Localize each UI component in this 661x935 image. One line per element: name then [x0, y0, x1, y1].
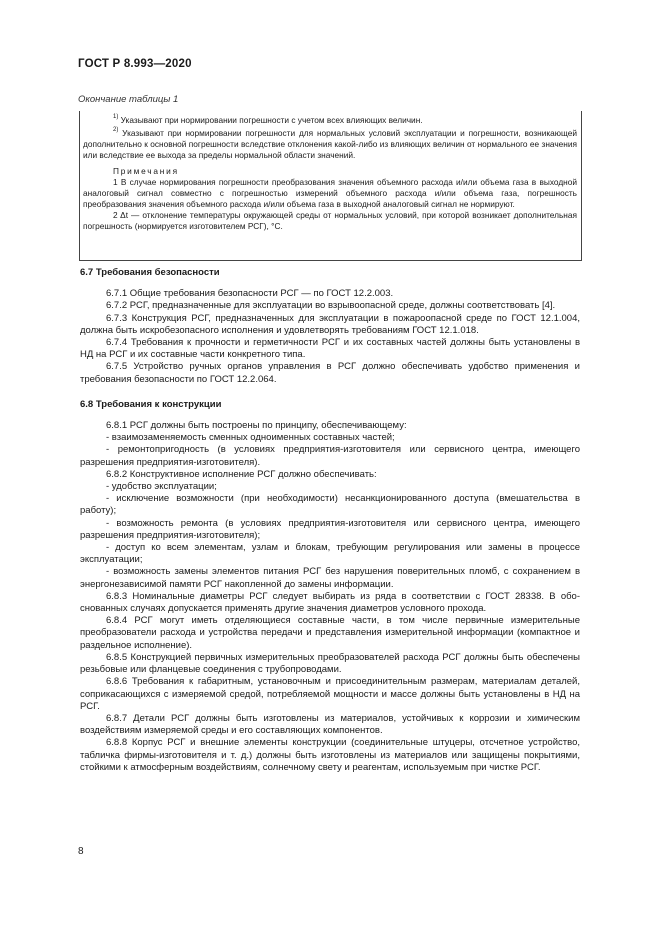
footnote-marker: 2) — [113, 126, 119, 133]
list-item: - возможность ремонта (в условиях предприятия-изготовителя или сервисного центра, имеющего разрешения предприятия-изготовителя); — [80, 517, 580, 541]
footnote-text: Указывают при нормировании погрешности для нормальных условий эксплуатации и погрешности, возникающей дополнительно к основной погрешности вследствие отклонения какой-либо из влияющих величин от нормального ее значения или вследствие ее выхода за пределы нормальной области значений. — [83, 127, 577, 160]
footnote-2 — [83, 126, 577, 161]
paragraph: 6.7.4 Требования к прочности и герметичности РСГ и их составных частей должны быть установлены в НД на РСГ и их составные части конкретного типа. — [80, 337, 580, 361]
paragraph: 6.8.8 Корпус РСГ и внешние элементы конструкции (соединительные штуцеры, отсчетное устройство, табличка фирмы-изготовителя и т. д.) должны быть изготовлены из материалов или защищены покрытиями, стойкими к атмосферным воздействиям, солнечному свету и реагентам, используемым при чистке РСГ. — [80, 737, 580, 773]
list-item: - взаимозаменяемость сменных одноименных составных частей; — [106, 432, 395, 444]
section-title-6-8: 6.8 Требования к конструкции — [80, 398, 222, 410]
paragraph: 6.8.4 РСГ могут иметь отделяющиеся составные части, в том числе первичные измерительные преобразователи расхода и устройства передачи и представления измерительной информации (компактное и раздельное исполнение). — [80, 615, 580, 651]
paragraph: 6.8.5 Конструкцией первичных измерительных преобразователей расхода РСГ должны быть обеспечены резьбовые или фланцевые соединения с трубопроводами. — [80, 651, 580, 676]
list-item: - исключение возможности (при необходимости) несанкционированного доступа (вмешательства в работу); — [80, 493, 580, 517]
list-item: - возможность замены элементов питания РСГ без нарушения поверительных пломб, с сохранением в энергонезависимой памяти РСГ накопленной до замены информации. — [80, 566, 580, 590]
page-number: 8 — [78, 846, 84, 857]
paragraph: 6.8.7 Детали РСГ должны быть изготовлены из материалов, устойчивых к коррозии и химическим воздействиям измеряемой среды и его составляющих компонентов. — [80, 712, 580, 737]
footnote-marker: 1) — [113, 114, 119, 120]
main-content — [80, 267, 580, 774]
paragraph: 6.7.5 Устройство ручных органов управления в РСГ должно обеспечивать удобство применения и требования безопасности по ГОСТ 12.2.064. — [80, 361, 580, 385]
notes-title: Примечания — [113, 165, 179, 176]
table-notes-box — [79, 111, 582, 261]
list-item: - ремонтопригодность (в условиях предприятия-изготовителя или сервисного центра, имеющего разрешения предприятия-изготовителя). — [80, 444, 580, 468]
footnote-1 — [83, 113, 577, 126]
paragraph: 6.7.3 Конструкция РСГ, предназначенных для эксплуатации в пожароопасной среде по ГОСТ 12.1.004, должна быть искробезопасного исполнения и удовлетворять требованиям ГОСТ 12.1.018. — [80, 312, 580, 336]
document-header: ГОСТ Р 8.993—2020 — [78, 58, 192, 70]
list-item: - удобство эксплуатации; — [106, 481, 217, 493]
paragraph: 6.7.1 Общие требования безопасности РСГ — по ГОСТ 12.2.003. — [106, 288, 394, 300]
table-continuation-caption: Окончание таблицы 1 — [78, 94, 179, 105]
paragraph: 6.8.3 Номинальные диаметры РСГ следует выбирать из ряда в соответствии с ГОСТ 28338. В обоснованных случаях допускается применять другие значения диаметров условного прохода. — [80, 590, 580, 615]
paragraph: 6.8.1 РСГ должны быть построены по принципу, обеспечивающему: — [106, 420, 407, 432]
note-item: 2 Δt — отклонение температуры окружающей среды от нормальных условий, при которой возникает дополнительная погрешность (нормируется изготовителем РСГ), °С. — [83, 209, 577, 231]
paragraph: 6.8.2 Конструктивное исполнение РСГ должно обеспечивать: — [106, 468, 377, 480]
paragraph: 6.7.2 РСГ, предназначенные для эксплуатации во взрывоопасной среде, должны соответствовать [4]. — [106, 300, 556, 312]
section-title-6-7: 6.7 Требования безопасности — [80, 267, 220, 278]
note-item: 1 В случае нормирования погрешности преобразования значения объемного расхода и/или объема газа в выходной аналоговый сигнал совместно с погрешностью измерений объемного расхода и/или объема газа, погрешность преобразования значения объемного расхода и/или объема газа в выходной аналоговый сигнал не нормируют. — [83, 176, 577, 209]
paragraph: 6.8.6 Требования к габаритным, установочным и присоединительным размерам, материалам деталей, соприкасающихся с измеряемой средой, потребляемой мощности и массе должны быть установлены в НД на РСГ. — [80, 676, 580, 712]
list-item: - доступ ко всем элементам, узлам и блокам, требующим регулирования или замены в процессе эксплуатации; — [80, 542, 580, 566]
footnote-text: Указывают при нормировании погрешности с учетом всех влияющих величин. — [120, 114, 423, 125]
